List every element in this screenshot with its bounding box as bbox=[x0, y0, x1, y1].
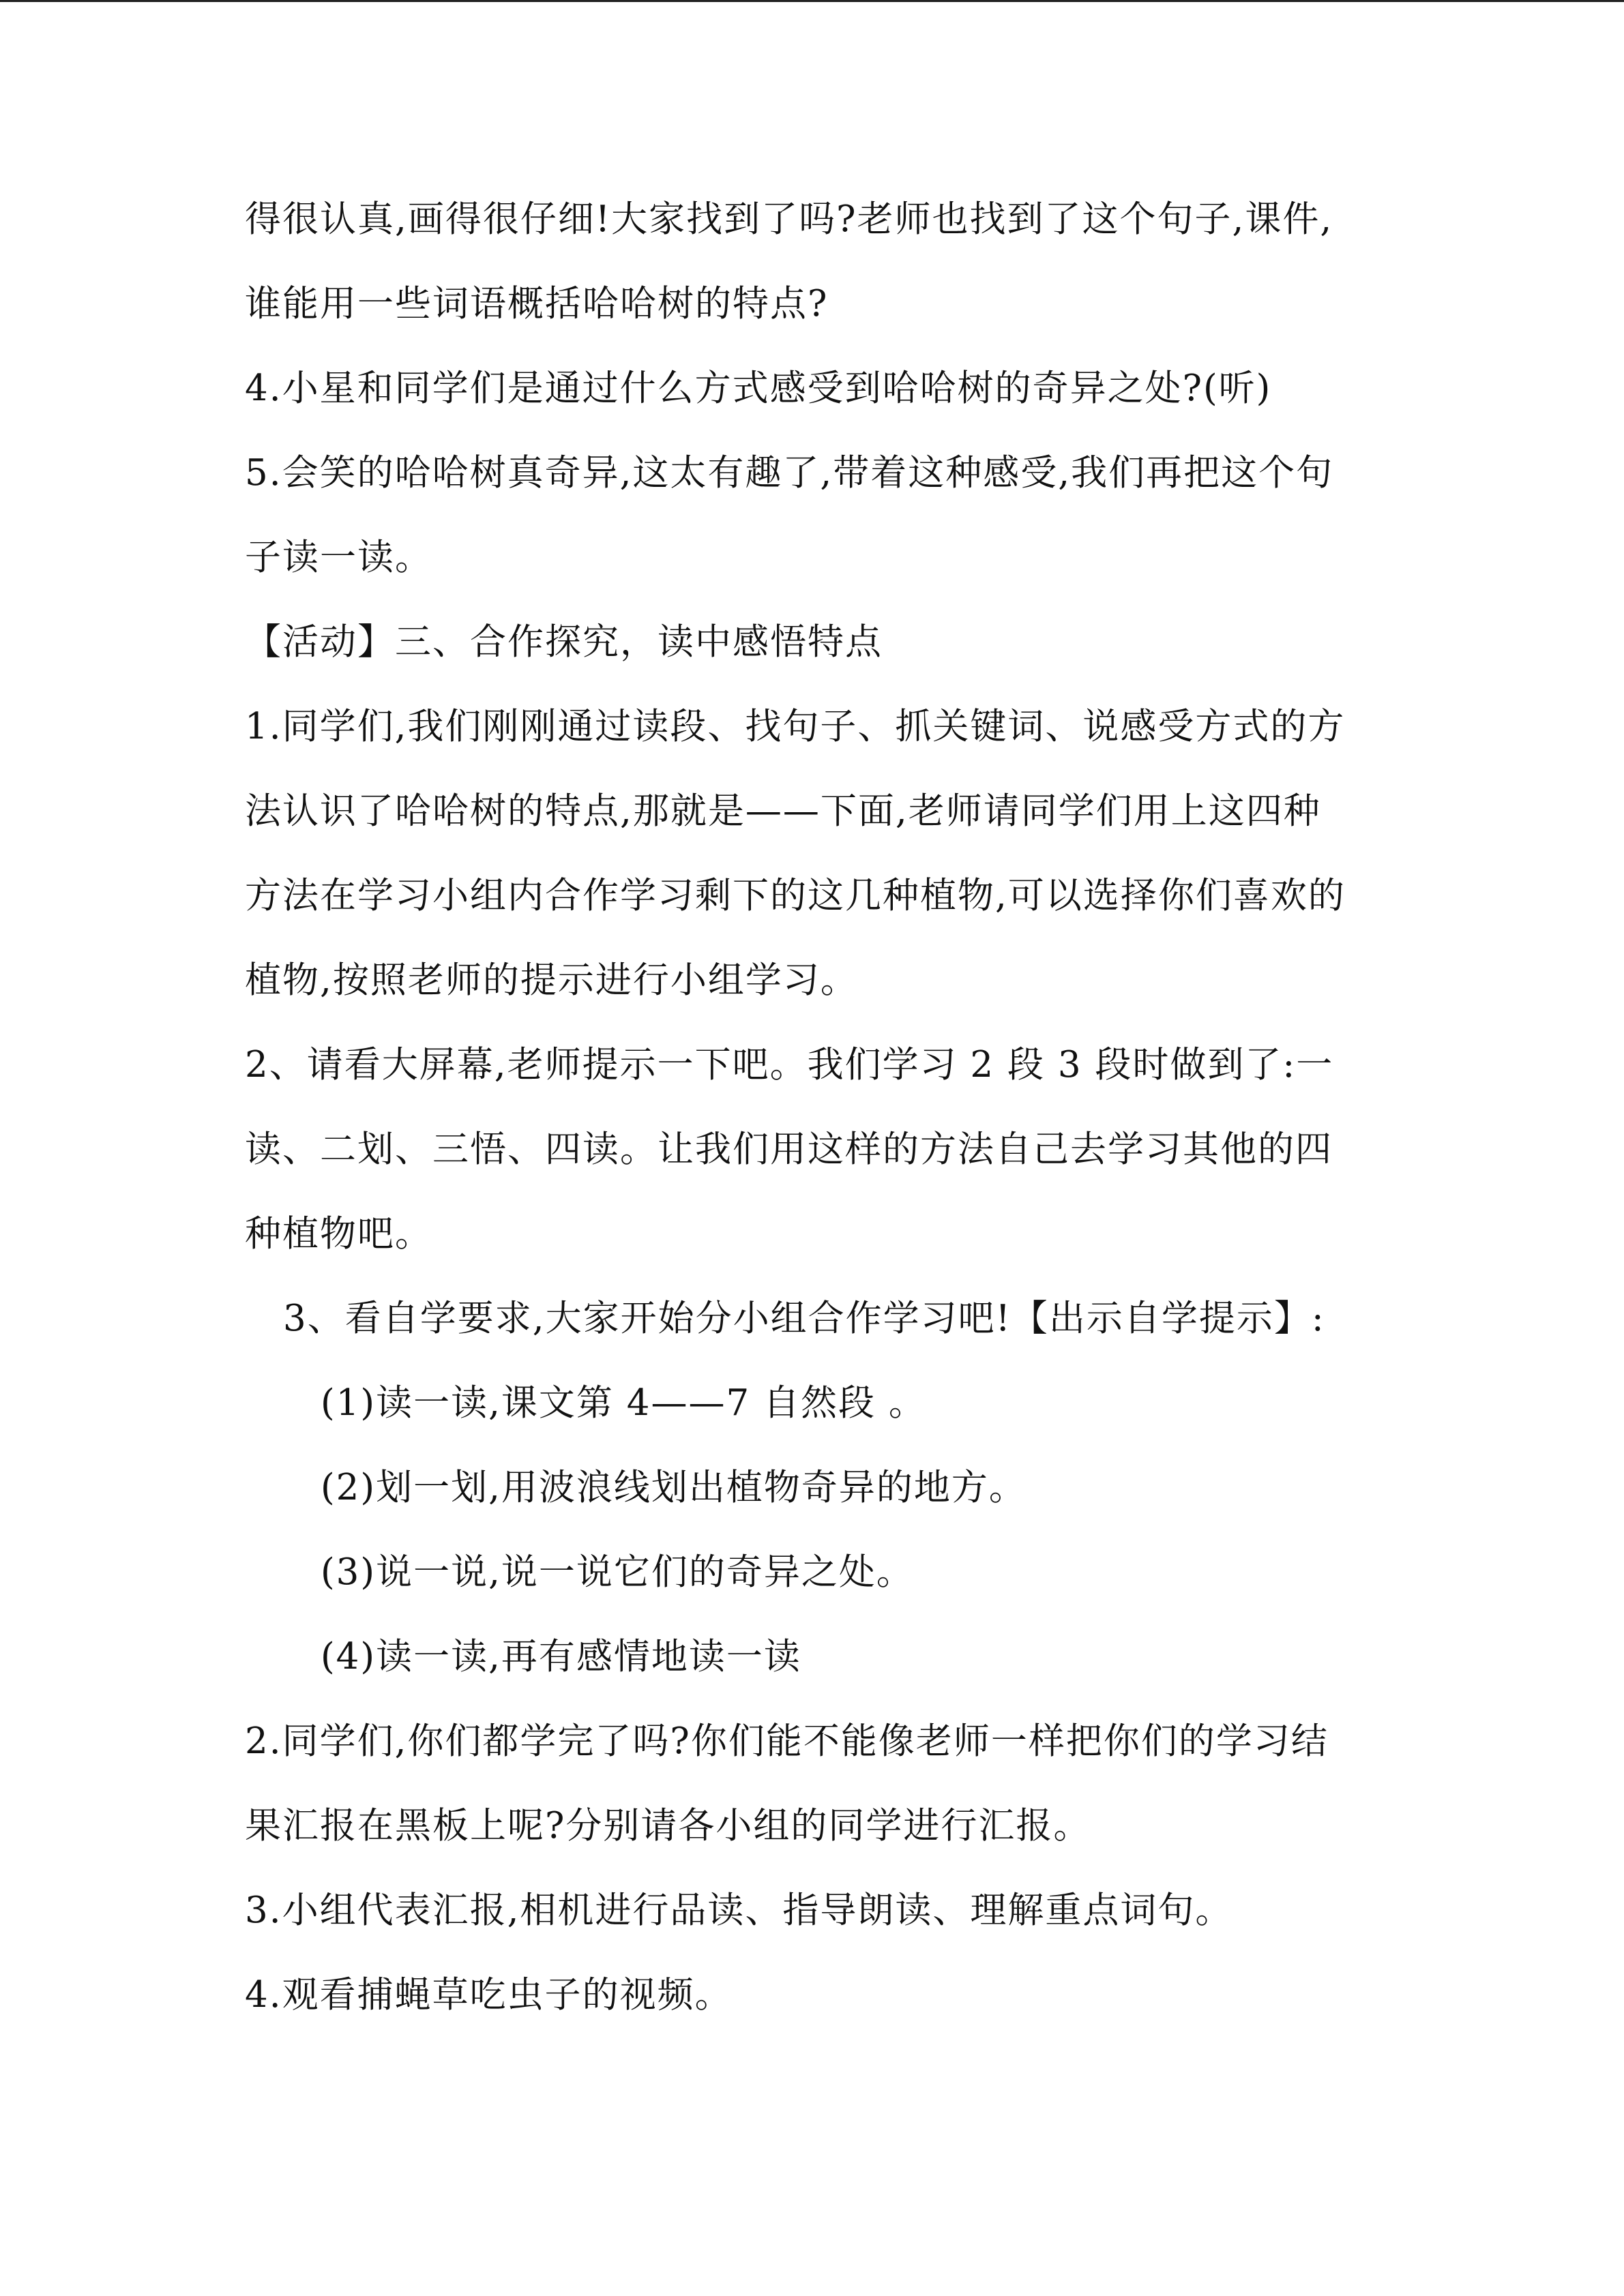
list-item-1: (1)读一读,课文第 4——7 自然段 。 bbox=[321, 1382, 926, 1424]
list-item-4: (4)读一读,再有感情地读一读 bbox=[321, 1636, 801, 1678]
text-line-10: 植物,按照老师的提示进行小组学习。 bbox=[245, 959, 858, 1001]
text-line-19: 2.同学们,你们都学完了吗?你们能不能像老师一样把你们的学习结 bbox=[245, 1720, 1329, 1762]
text-line-9: 方法在学习小组内合作学习剩下的这几种植物,可以选择你们喜欢的 bbox=[245, 875, 1346, 916]
text-line-7: 1.同学们,我们刚刚通过读段、找句子、抓关键词、说感受方式的方 bbox=[245, 706, 1346, 747]
text-line-3: 4.小星和同学们是通过什么方式感受到哈哈树的奇异之处?(听) bbox=[245, 368, 1272, 409]
text-line-20: 果汇报在黑板上呢?分别请各小组的同学进行汇报。 bbox=[245, 1805, 1091, 1847]
text-line-2: 谁能用一些词语概括哈哈树的特点? bbox=[245, 283, 829, 325]
text-line-13: 种植物吧。 bbox=[245, 1213, 432, 1255]
page-top-border bbox=[0, 0, 1624, 2]
text-line-1: 得很认真,画得很仔细!大家找到了吗?老师也找到了这个句子,课件, bbox=[245, 198, 1333, 240]
text-line-22: 4.观看捕蝇草吃虫子的视频。 bbox=[245, 1974, 733, 2016]
text-line-14: 3、看自学要求,大家开始分小组合作学习吧!【出示自学提示】: bbox=[283, 1298, 1325, 1339]
list-item-3: (3)说一说,说一说它们的奇异之处。 bbox=[321, 1551, 914, 1593]
text-line-12: 读、二划、三悟、四读。让我们用这样的方法自己去学习其他的四 bbox=[245, 1129, 1333, 1170]
section-heading: 【活动】三、合作探究，读中感悟特点 bbox=[245, 621, 883, 663]
list-item-2: (2)划一划,用波浪线划出植物奇异的地方。 bbox=[321, 1467, 1027, 1508]
text-line-11: 2、请看大屏幕,老师提示一下吧。我们学习 2 段 3 段时做到了:一 bbox=[245, 1044, 1334, 1086]
text-line-21: 3.小组代表汇报,相机进行品读、指导朗读、理解重点词句。 bbox=[245, 1890, 1233, 1931]
text-line-4: 5.会笑的哈哈树真奇异,这太有趣了,带着这种感受,我们再把这个句 bbox=[245, 452, 1334, 494]
text-line-8: 法认识了哈哈树的特点,那就是——下面,老师请同学们用上这四种 bbox=[245, 790, 1321, 832]
text-line-5: 子读一读。 bbox=[245, 537, 432, 578]
